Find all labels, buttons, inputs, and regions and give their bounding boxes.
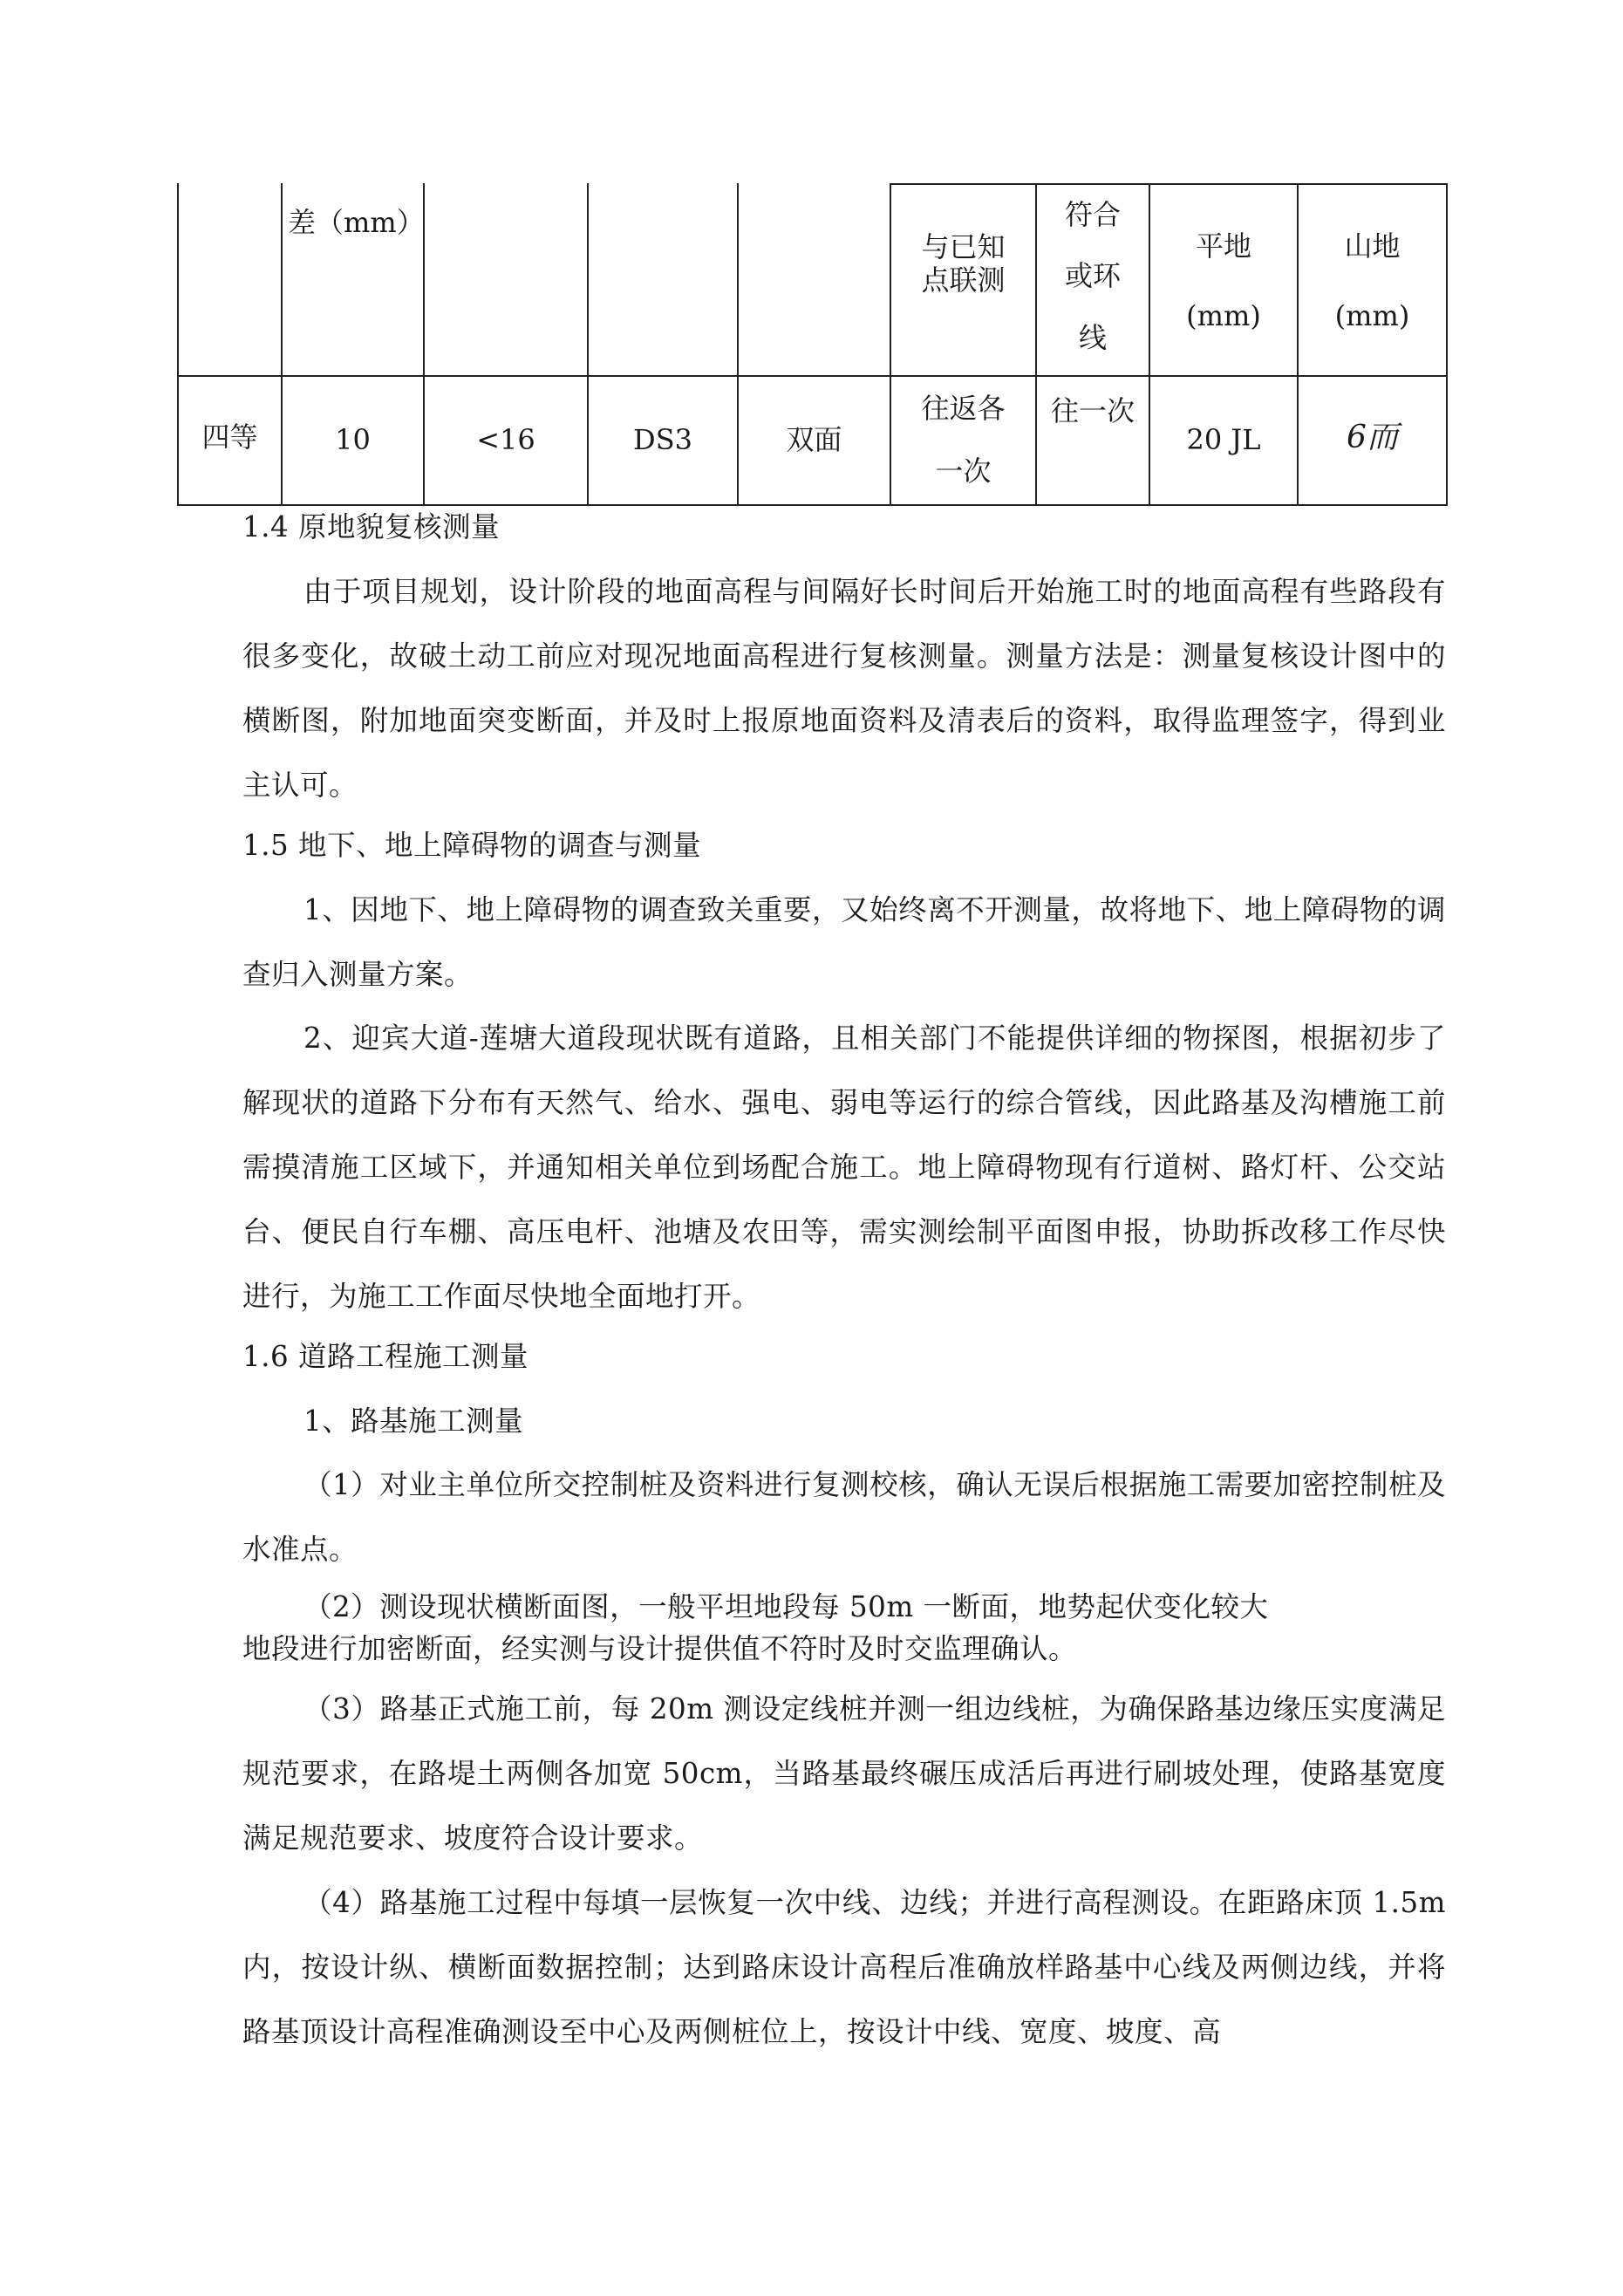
section-heading: 1.5 地下、地上障碍物的调查与测量: [242, 829, 702, 862]
table-rule: [737, 183, 739, 506]
paragraph: （1）对业主单位所交控制桩及资料进行复测校核，确认无误后根据施工需要加密控制桩及水准点。: [242, 1468, 1446, 1566]
table-cell: DS3: [633, 423, 692, 456]
table-cell: 6而: [1347, 420, 1398, 455]
table-cell: <16: [476, 423, 535, 456]
table-cell: [891, 214, 1035, 313]
table-rule: [177, 375, 1448, 377]
paragraph: 1、因地下、地上障碍物的调查致关重要，又始终离不开测量，故将地下、地上障碍物的调查归入测量方案。: [242, 893, 1446, 991]
table-rule: [890, 183, 1448, 185]
table-rule: [1446, 183, 1448, 506]
table-cell: [891, 377, 1035, 502]
table-cell: [1150, 211, 1297, 351]
paragraph: 由于项目规划，设计阶段的地面高程与间隔好长时间后开始施工时的地面高程有些路段有很多变化，故破土动工前应对现况地面高程进行复核测量。测量方法是：测量复核设计图中的横断图，附加地面突变断面，并及时上报原地面资料及清表后的资料，取得监理签字，得到业主认可。: [242, 575, 1446, 802]
section-heading: 1.6 道路工程施工测量: [242, 1340, 529, 1373]
paragraph-line: （2）测设现状横断面图，一般平坦地段每 50m 一断面，地势起伏变化较大: [303, 1590, 1269, 1623]
cell-line: 或环: [1064, 259, 1121, 292]
cell-line: 点联测: [921, 263, 1006, 297]
cell-line: 符合: [1064, 198, 1121, 231]
table-rule: [587, 183, 589, 506]
table-cell: [1037, 185, 1149, 368]
table-cell: [1299, 211, 1446, 351]
table-cell: 20 JL: [1186, 423, 1261, 456]
paragraph: （4）路基施工过程中每填一层恢复一次中线、边线；并进行高程测设。在距路床顶 1.5m 内，按设计纵、横断面数据控制；达到路床设计高程后准确放样路基中心线及两侧边线，并将路基顶设计高程准确测设至中心及两侧桩位上，按设计中线、宽度、坡度、高: [242, 1886, 1446, 2048]
table-cell: 10: [335, 423, 371, 456]
paragraph: （3）路基正式施工前，每 20m 测设定线桩并测一组边线桩，为确保路基边缘压实度满足规范要求，在路堤土两侧各加宽 50cm，当路基最终碾压成活后再进行刷坡处理，使路基宽度满足规范要求、坡度符合设计要求。: [242, 1692, 1446, 1855]
table-rule: [177, 183, 179, 506]
cell-line: 往返各: [921, 392, 1006, 425]
cell-line: (mm): [1186, 299, 1261, 332]
cell-line: 山地: [1344, 229, 1401, 263]
cell-line: 一次: [935, 454, 992, 488]
table-cell: 往一次: [1050, 394, 1135, 427]
table-cell: 四等: [201, 420, 258, 454]
cell-line: (mm): [1334, 299, 1410, 332]
paragraph: 2、迎宾大道-莲塘大道段现状既有道路，且相关部门不能提供详细的物探图，根据初步了解现状的道路下分布有天然气、给水、强电、弱电等运行的综合管线，因此路基及沟槽施工前需摸清施工区域下，并通知相关单位到场配合施工。地上障碍物现有行道树、路灯杆、公交站台、便民自行车棚、高压电杆、池塘及农田等，需实测绘制平面图申报，协助拆改移工作尽快进行，为施工工作面尽快地全面地打开。: [242, 1022, 1446, 1313]
cell-line: 线: [1078, 321, 1107, 354]
cell-line: 与已知: [921, 230, 1006, 263]
section-heading: 1.4 原地貌复核测量: [242, 510, 501, 543]
paragraph-line: 地段进行加密断面，经实测与设计提供值不符时及时交监理确认。: [242, 1632, 1078, 1665]
subsection-heading: 1、路基施工测量: [303, 1404, 524, 1438]
table-cell: 差（mm）: [288, 206, 425, 239]
cell-line: 平地: [1195, 229, 1251, 263]
table-rule: [281, 183, 283, 506]
table-cell: 双面: [786, 423, 842, 456]
